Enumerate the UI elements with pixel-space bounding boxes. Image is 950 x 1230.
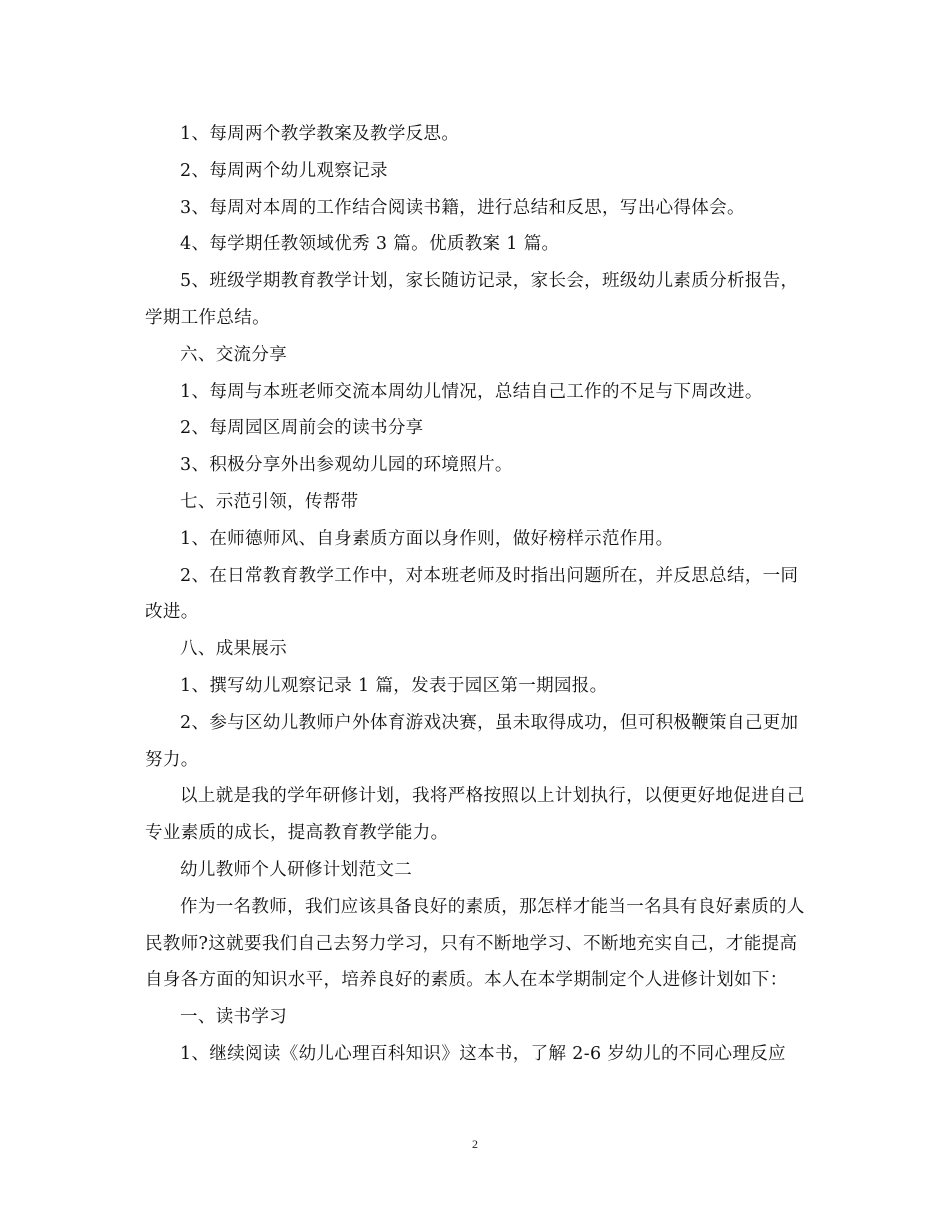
section-heading: 八、成果展示 [180,639,288,660]
section-heading: 六、交流分享 [180,344,288,365]
section-heading: 七、示范引领，传帮带 [180,491,359,512]
paragraph: 1、每周两个教学教案及教学反思。 [180,124,460,144]
document-body [145,116,810,1073]
article-title: 幼儿教师个人研修计划范文二 [180,859,413,880]
page-number: 2 [472,1137,478,1151]
paragraph: 3、积极分享外出参观幼儿园的环境照片。 [180,455,513,476]
paragraph: 以上就是我的学年研修计划，我将严格按照以上计划执行，以便更好地促进自己专业素质的成长，提高教育教学能力。 [145,786,805,844]
paragraph: 3、每周对本周的工作结合阅读书籍，进行总结和反思，写出心得体会。 [180,197,745,218]
paragraph: 2、每周园区周前会的读书分享 [180,418,424,439]
paragraph: 2、每周两个幼儿观察记录 [180,160,388,181]
paragraph: 1、继续阅读《幼儿心理百科知识》这本书，了解 2-6 岁幼儿的不同心理反应 [180,1043,786,1064]
paragraph: 5、班级学期教育教学计划，家长随访记录，家长会，班级幼儿素质分析报告，学期工作总结。 [145,271,799,328]
paragraph: 4、每学期任教领域优秀 3 篇。优质教案 1 篇。 [180,234,560,255]
paragraph: 1、每周与本班老师交流本周幼儿情况，总结自己工作的不足与下周改进。 [180,381,763,402]
paragraph: 1、在师德师风、自身素质方面以身作则，做好榜样示范作用。 [180,528,674,549]
paragraph: 作为一名教师，我们应该具备良好的素质，那怎样才能当一名具有良好素质的人民教师?这就要我们自己去努力学习，只有不断地学习、不断地充实自己，才能提高自身各方面的知识水平，培养良好的素质。本人在本学期制定个人进修计划如下： [145,896,805,991]
paragraph: 2、在日常教育教学工作中，对本班老师及时指出问题所在，并反思总结，一同改进。 [145,565,799,623]
paragraph: 1、撰写幼儿观察记录 1 篇，发表于园区第一期园报。 [180,675,608,696]
paragraph: 2、参与区幼儿教师户外体育游戏决赛，虽未取得成功，但可积极鞭策自己更加努力。 [145,712,799,770]
section-heading: 一、读书学习 [180,1007,288,1028]
